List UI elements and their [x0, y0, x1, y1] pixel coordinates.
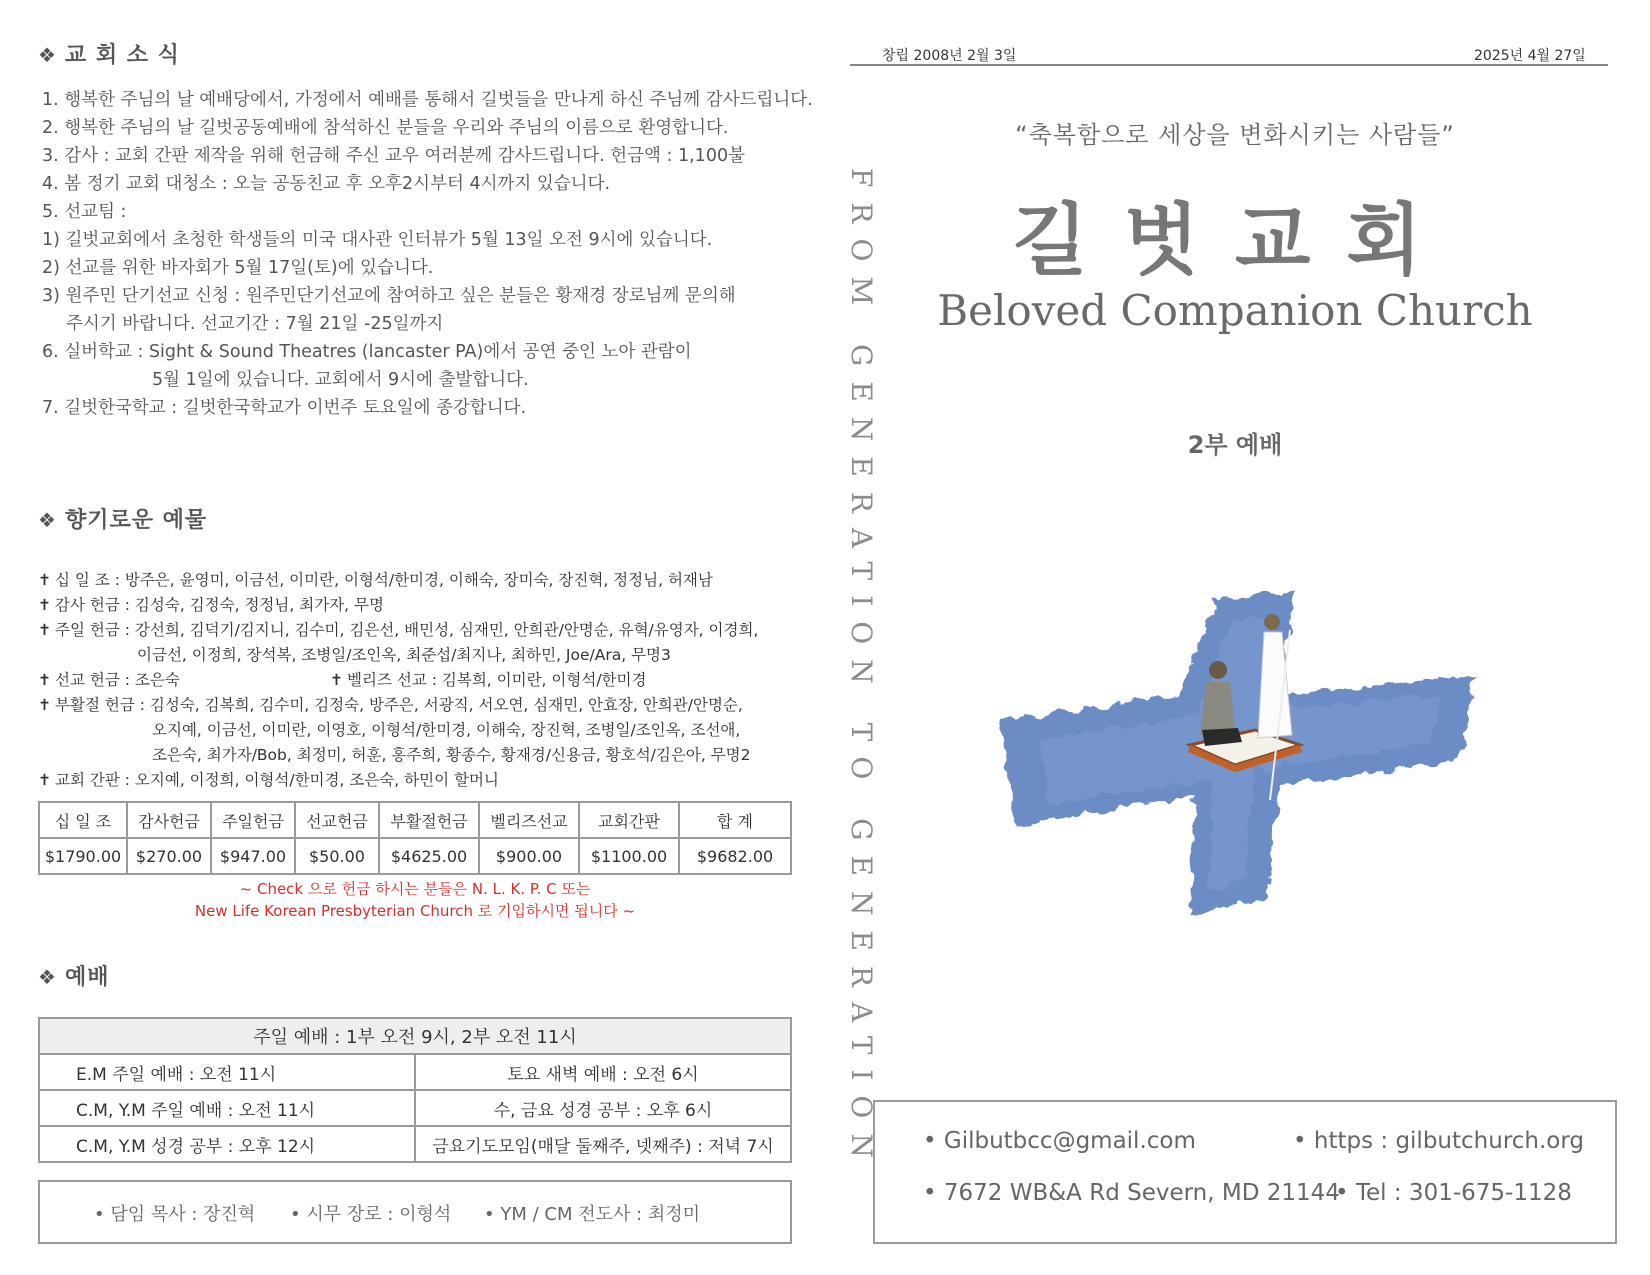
table-cell: E.M 주일 예배 : 오전 11시 [39, 1054, 415, 1090]
table-header-row [39, 1018, 791, 1054]
vertical-motto: FROM GENERATION TO GENERATION [845, 168, 878, 1173]
diamond-icon: ❖ [38, 508, 57, 532]
table-header-cell: 벨리즈선교 [479, 802, 579, 838]
cross-icon: ✝ [38, 671, 51, 689]
offering-item: ✝ 감사 헌금 : 김성숙, 김정숙, 정정님, 최가자, 무명 [38, 596, 384, 614]
cross-illustration [980, 570, 1500, 930]
cross-icon: ✝ [38, 696, 51, 714]
table-header-cell: 부활절헌금 [379, 802, 479, 838]
offering-item: ✝ 선교 헌금 : 조은숙 [38, 671, 180, 689]
worship-section-title: ❖ 예배 [38, 965, 110, 990]
phone-text: • Tel : 301-675-1128 [1335, 1180, 1572, 1206]
news-section-title: ❖ 교 회 소 식 [38, 43, 180, 68]
bulletin-date: 2025년 4월 27일 [1474, 48, 1586, 64]
offering-item-cont: 오지예, 이금선, 이미란, 이영호, 이형석/한미경, 이해숙, 장진혁, 조병일/조인옥, 조선애, [152, 721, 741, 739]
worship-header: 주일 예배 : 1부 오전 9시, 2부 오전 11시 [39, 1018, 791, 1054]
staff-elder: • 시무 장로 : 이형석 [290, 1204, 452, 1225]
table-row [39, 838, 791, 874]
table-header-cell: 선교헌금 [295, 802, 379, 838]
offering-section-title: ❖ 향기로운 예물 [38, 508, 208, 533]
staff-pastor: • 담임 목사 : 장진혁 [94, 1204, 256, 1225]
offering-item: ✝ 부활절 헌금 : 김성숙, 김복희, 김수미, 김정숙, 방주은, 서광직, 서오연, 심재민, 안효장, 안희관/안명순, [38, 696, 743, 714]
contact-box [873, 1100, 1617, 1244]
cross-icon: ✝ [38, 621, 51, 639]
worship-schedule-table [38, 1017, 792, 1163]
table-header-cell: 감사헌금 [127, 802, 211, 838]
diamond-icon: ❖ [38, 43, 57, 67]
offering-item: ✝ 벨리즈 선교 : 김복희, 이미란, 이형석/한미경 [330, 671, 647, 689]
table-cell: $1100.00 [579, 838, 679, 874]
news-item: 5. 선교팀 : [42, 202, 127, 222]
offering-item: ✝ 십 일 조 : 방주은, 윤영미, 이금선, 이미란, 이형석/한미경, 이해숙, 장미숙, 장진혁, 정정님, 허재남 [38, 571, 713, 589]
header-divider [850, 64, 1608, 66]
table-header-cell: 합 계 [679, 802, 791, 838]
check-note-line2: New Life Korean Presbyterian Church 로 기입하시면 됩니다 ~ [194, 902, 636, 920]
table-cell: $4625.00 [379, 838, 479, 874]
table-cell: $900.00 [479, 838, 579, 874]
table-cell: C.M, Y.M 주일 예배 : 오전 11시 [39, 1090, 415, 1126]
news-item: 2) 선교를 위한 바자회가 5월 17일(토)에 있습니다. [42, 258, 434, 278]
table-header-cell: 주일헌금 [211, 802, 295, 838]
offering-item: ✝ 주일 헌금 : 강선희, 김덕기/김지니, 김수미, 김은선, 배민성, 심재민, 안희관/안명순, 유혁/유영자, 이경희, [38, 621, 759, 639]
news-item: 2. 행복한 주님의 날 길벗공동예배에 참석하신 분들을 우리와 주님의 이름으로 환영합니다. [42, 118, 729, 138]
news-item: 1) 길벗교회에서 초청한 학생들의 미국 대사관 인터뷰가 5월 13일 오전 9시에 있습니다. [42, 230, 713, 250]
news-item: 7. 길벗한국학교 : 길벗한국학교가 이번주 토요일에 종강합니다. [42, 398, 527, 418]
table-cell: $1790.00 [39, 838, 127, 874]
news-item: 6. 실버학교 : Sight & Sound Theatres (lancaster PA)에서 공연 중인 노아 관람이 [42, 342, 692, 362]
cross-icon: ✝ [38, 571, 51, 589]
news-item: 주시기 바랍니다. 선교기간 : 7월 21일 -25일까지 [66, 314, 444, 334]
table-cell: $270.00 [127, 838, 211, 874]
table-row [39, 1126, 791, 1162]
news-item: 3) 원주민 단기선교 신청 : 원주민단기선교에 참여하고 싶은 분들은 황재경 장로님께 문의해 [42, 286, 736, 306]
table-header-cell: 십 일 조 [39, 802, 127, 838]
table-row [39, 1054, 791, 1090]
news-item: 5월 1일에 있습니다. 교회에서 9시에 출발합니다. [152, 370, 529, 390]
offering-item-cont: 이금선, 이정희, 장석복, 조병일/조인옥, 최준섭/최지나, 최하민, Joe/Ara, 무명3 [137, 646, 671, 664]
table-cell: $947.00 [211, 838, 295, 874]
website-link[interactable]: • https : gilbutchurch.org [1293, 1128, 1585, 1154]
staff-evangelist: • YM / CM 전도사 : 최정미 [484, 1204, 701, 1225]
table-cell: $50.00 [295, 838, 379, 874]
table-row [39, 1090, 791, 1126]
table-cell: 수, 금요 성경 공부 : 오후 6시 [415, 1090, 791, 1126]
service-label: 2부 예배 [1187, 431, 1283, 459]
cross-icon: ✝ [38, 771, 51, 789]
news-item: 3. 감사 : 교회 간판 제작을 위해 헌금해 주신 교우 여러분께 감사드립니다. 헌금액 : 1,100불 [42, 146, 745, 166]
cross-icon: ✝ [38, 596, 51, 614]
table-cell: 금요기도모임(매달 둘째주, 넷째주) : 저녁 7시 [415, 1126, 791, 1162]
address-text: • 7672 WB&A Rd Severn, MD 21144 [923, 1180, 1340, 1206]
offering-item: ✝ 교회 간판 : 오지예, 이정희, 이형석/한미경, 조은숙, 하민이 할머니 [38, 771, 499, 789]
table-cell: 토요 새벽 예배 : 오전 6시 [415, 1054, 791, 1090]
founded-date: 창립 2008년 2월 3일 [882, 48, 1017, 64]
church-name-english: Beloved Companion Church [937, 286, 1533, 335]
cross-icon: ✝ [330, 671, 343, 689]
offering-totals-table [38, 801, 792, 875]
check-note-line1: ~ Check 으로 헌금 하시는 분들은 N. L. K. P. C 또는 [239, 880, 591, 898]
news-item: 4. 봄 정기 교회 대청소 : 오늘 공동친교 후 오후2시부터 4시까지 있습니다. [42, 174, 611, 194]
email-link[interactable]: • Gilbutbcc@gmail.com [923, 1128, 1196, 1154]
church-motto: “축복함으로 세상을 변화시키는 사람들” [1015, 121, 1455, 149]
table-cell: C.M, Y.M 성경 공부 : 오후 12시 [39, 1126, 415, 1162]
diamond-icon: ❖ [38, 965, 57, 989]
church-name-korean: 길벗교회 [1012, 196, 1458, 286]
news-item: 1. 행복한 주님의 날 예배당에서, 가정에서 예배를 통해서 길벗들을 만나게 하신 주님께 감사드립니다. [42, 90, 813, 110]
table-cell: $9682.00 [679, 838, 791, 874]
table-header-cell: 교회간판 [579, 802, 679, 838]
offering-item-cont: 조은숙, 최가자/Bob, 최정미, 허훈, 홍주희, 황종수, 황재경/신용금, 황호석/김은아, 무명2 [152, 746, 751, 764]
staff-box [38, 1180, 792, 1244]
table-header-row [39, 802, 791, 838]
